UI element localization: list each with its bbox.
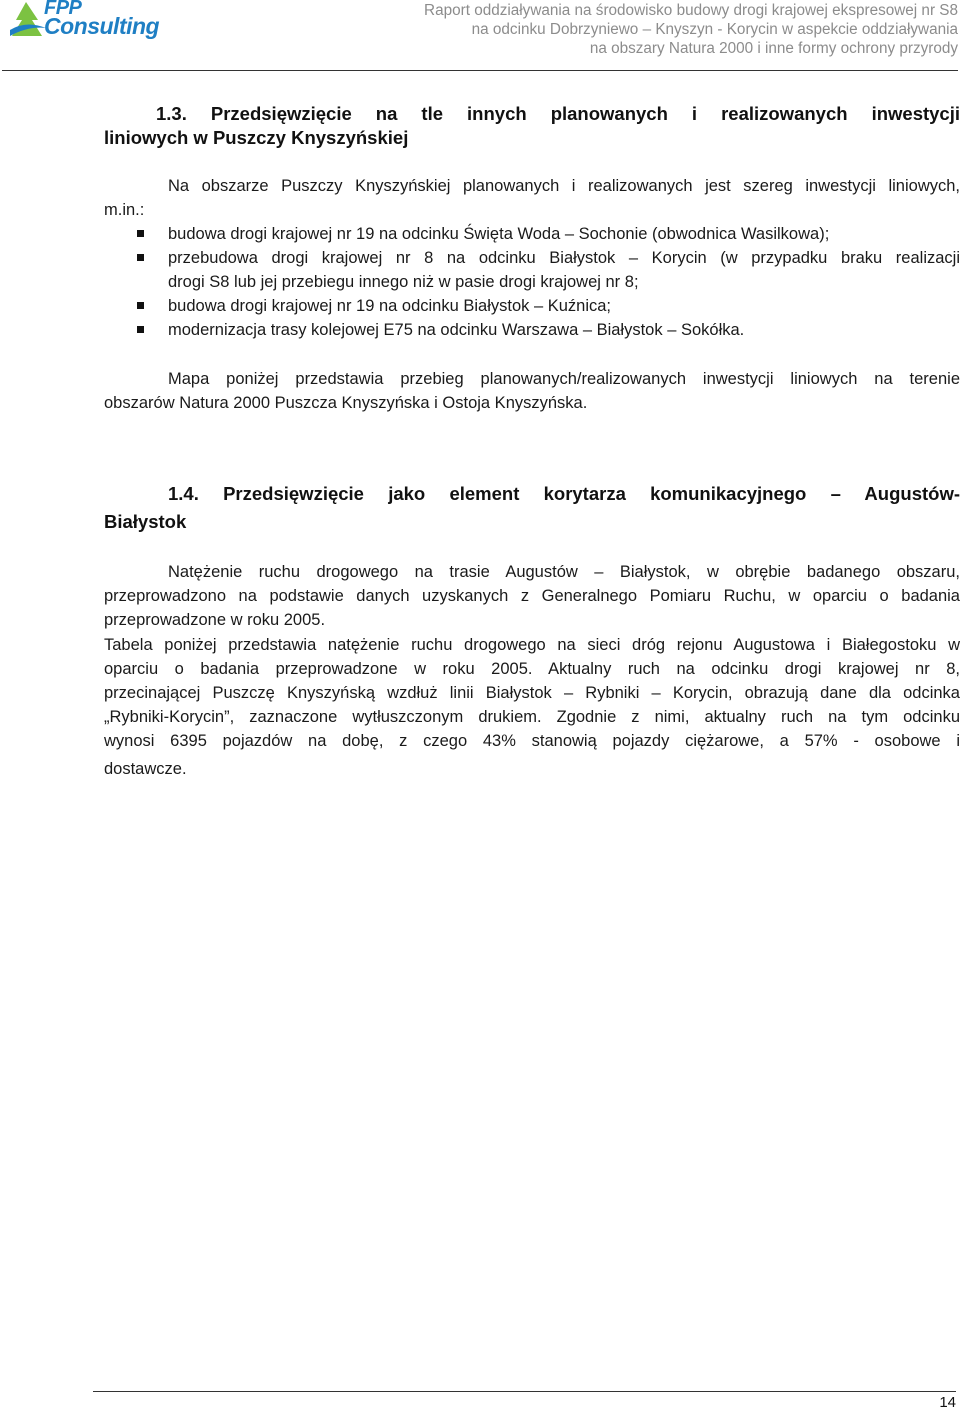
traffic-paragraph-1: Natężenie ruchu drogowego na trasie Augustów – Białystok, w obrębie badanego obszaru, przeprowadzono na podstawie danych uzyskanych z Generalnego Pomiaru Ruchu, w oparciu o badania przeprowadzone w roku 2005. <box>104 563 960 629</box>
investment-list <box>104 222 960 342</box>
traffic-paragraph-2: Tabela poniżej przedstawia natężenie ruchu drogowego na sieci dróg rejonu Augustowa i Białegostoku w oparciu o badania przeprowadzone w roku 2005. Aktualny ruch na odcinku drogi krajowej nr 8, przecinającej Puszczę Knyszyńską wzdłuż linii Białystok – Rybniki – Korycin, obrazują dane dla odcinka „Rybniki-Korycin”, zaznaczone wytłuszczonym drukiem. Zgodnie z nimi, aktualny ruch na tym odcinku wynosi 6395 pojazdów na dobę, z czego 43% stanowią pojazdy ciężarowe, a 57% - osobowe i dostawcze. <box>104 636 960 778</box>
bullet-icon <box>137 302 144 309</box>
list-item: przebudowa drogi krajowej nr 8 na odcinku Białystok – Korycin (w przypadku braku realizacji drogi S8 lub jej przebiegu innego niż w pasie drogi krajowej nr 8; <box>104 246 960 294</box>
header-line-1: Raport oddziaływania na środowisko budowy drogi krajowej ekspresowej nr S8 <box>424 2 958 19</box>
bullet-icon <box>137 230 144 237</box>
page-number: 14 <box>939 1394 956 1411</box>
header-line-2: na odcinku Dobrzyniewo – Knyszyn - Korycin w aspekcie oddziaływania <box>471 21 958 38</box>
bullet-icon <box>137 254 144 261</box>
logo-text-consulting: Consulting <box>44 13 160 39</box>
section-1-3-heading: 1.3. Przedsięwzięcie na tle innych planowanych i realizowanych inwestycji liniowych w Puszczy Knyszyńskiej <box>104 103 960 148</box>
section-1-4-heading: 1.4. Przedsięwzięcie jako element korytarza komunikacyjnego – Augustów- Białystok <box>104 483 960 532</box>
logo-text-fpp: FPP <box>44 0 82 19</box>
map-description: Mapa poniżej przedstawia przebieg planowanych/realizowanych inwestycji liniowych na terenie obszarów Natura 2000 Puszcza Knyszyńska i Ostoja Knyszyńska. <box>104 370 960 412</box>
header-divider <box>2 70 958 71</box>
bullet-icon <box>137 326 144 333</box>
document-header <box>424 1 958 58</box>
section-1-3-intro: Na obszarze Puszczy Knyszyńskiej planowanych i realizowanych jest szereg inwestycji liniowych, m.in.: <box>104 177 960 219</box>
header-line-3: na obszary Natura 2000 i inne formy ochrony przyrody <box>589 40 958 57</box>
list-item: budowa drogi krajowej nr 19 na odcinku Białystok – Kuźnica; <box>104 294 960 318</box>
logo-mark-icon <box>8 0 48 42</box>
list-item: budowa drogi krajowej nr 19 na odcinku Święta Woda – Sochonie (obwodnica Wasilkowa); <box>104 222 960 246</box>
company-logo <box>8 0 168 44</box>
footer-divider <box>93 1391 956 1392</box>
list-item: modernizacja trasy kolejowej E75 na odcinku Warszawa – Białystok – Sokółka. <box>104 318 960 342</box>
